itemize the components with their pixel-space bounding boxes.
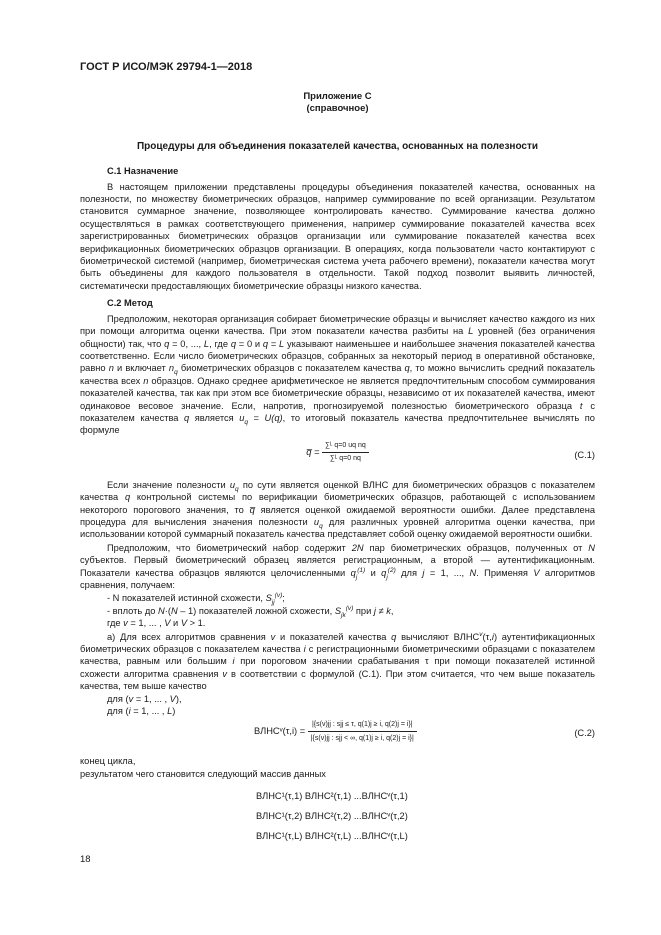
text-segment: 2N <box>351 542 364 553</box>
text-segment: - вплоть до <box>107 605 159 616</box>
section-heading-c2: С.2 Метод <box>107 298 153 309</box>
text-segment: j <box>373 605 376 616</box>
text-segment: v <box>128 693 134 704</box>
text-segment: q <box>164 338 170 349</box>
text-segment: ≠ <box>375 605 387 616</box>
text-segment: V <box>180 618 188 629</box>
text-segment: N <box>170 605 178 616</box>
text-segment: j <box>355 573 358 581</box>
text-segment: является оценкой ожидаемой вероятности ошибки. Далее представлена процедура для вычисления значения полезности <box>80 504 595 527</box>
formula-c1-number: (С.1) <box>574 449 595 460</box>
text-segment: q <box>235 485 239 493</box>
text-segment: (v) <box>345 604 354 612</box>
loop-line <box>107 693 595 705</box>
text-segment: N <box>469 567 477 578</box>
page-title: Процедуры для объединения показателей качества, основанных на полезности <box>136 140 539 152</box>
text-segment: N <box>588 542 595 553</box>
end-loop-text: конец цикла, <box>80 756 136 767</box>
text-segment: а) Для всех алгоритмов сравнения <box>107 631 271 642</box>
text-segment: n <box>108 363 114 374</box>
text-segment: V <box>169 693 176 704</box>
page-number: 18 <box>80 854 91 866</box>
text-segment: ; <box>282 593 285 604</box>
text-segment: = 0 и <box>235 338 263 349</box>
text-segment: с показателем качества <box>80 400 595 423</box>
text-segment: , <box>390 605 394 616</box>
paragraph-c2-a <box>80 631 595 693</box>
formula-c1-lhs: q̅ = <box>306 446 320 457</box>
text-segment: , где <box>209 338 231 349</box>
array-row: ВЛНС¹(τ,1) ВЛНС²(τ,1) ...ВЛНСᵛ(τ,1) <box>256 791 408 802</box>
formula-c2-denominator: |{s(v)jj : sjj < ∞, q(1)j ≥ i, q(2)j = i}| <box>310 735 414 743</box>
formula-c1-numerator: ∑ᴸ q=0 uq nq <box>322 441 369 453</box>
text-segment: q̅ <box>249 504 255 515</box>
text-segment: v <box>222 668 228 679</box>
loop-end <box>80 755 595 780</box>
text-segment: (2) <box>387 566 396 574</box>
loop-line <box>107 705 595 717</box>
text-segment: при пороговом значении срабатывания τ при помощи показателей истинной схожести алгоритма сравнения <box>80 656 595 679</box>
text-segment: k <box>386 605 391 616</box>
text-segment: ·( <box>164 605 171 616</box>
document-code-header: ГОСТ Р ИСО/МЭК 29794-1—2018 <box>80 61 253 73</box>
text-segment: уровней (без ограничения общности) так, что <box>80 326 595 349</box>
array-row: ВЛНС¹(τ,L) ВЛНС²(τ,L) ...ВЛНСᵛ(τ,L) <box>256 831 408 842</box>
formula-c2-lhs: ВЛНСᵛ(τ,i) = <box>254 726 306 737</box>
text-segment: где <box>107 618 124 629</box>
text-segment: и <box>365 567 382 578</box>
text-segment: u <box>229 479 236 490</box>
text-segment: в соответствии с формулой (С.1). При этом считается, что чем выше показатель качества, тем выше качество <box>80 668 595 692</box>
text-segment: является <box>189 412 240 423</box>
text-segment: и <box>170 618 181 629</box>
text-segment: для ( <box>107 693 129 704</box>
text-segment: биометрических образцов с показателем качества <box>177 363 405 374</box>
text-segment: = 1, ... , <box>130 706 168 717</box>
text-segment: v <box>123 618 128 629</box>
appendix-note: (справочное) <box>306 103 369 115</box>
text-segment: = <box>248 412 265 423</box>
text-segment: ) аутентификационных биометрических образцов с показателем качества <box>80 631 595 655</box>
appendix-title: Приложение С <box>303 91 372 102</box>
text-segment: t <box>579 400 583 411</box>
text-segment: L <box>279 338 285 349</box>
paragraph-c2-3 <box>80 542 595 592</box>
text-segment: S <box>334 605 342 616</box>
text-segment: (v) <box>274 592 283 600</box>
text-segment: V <box>164 618 171 629</box>
text-segment: указывают наименьшее и наибольшее значения показателей качества соответственно. Если число биометрических образцов, собранных за некоторый период в оперативной обстановке, равно <box>80 338 595 374</box>
text-segment: q <box>184 412 190 423</box>
formula-c2-number: (С.2) <box>574 728 595 739</box>
array-row: ВЛНС¹(τ,2) ВЛНС²(τ,2) ...ВЛНСᵛ(τ,2) <box>256 811 408 822</box>
text-segment: jj <box>271 599 275 607</box>
text-segment: q <box>230 338 236 349</box>
text-segment: v <box>270 631 276 642</box>
text-segment: - N показателей истинной схожести, <box>107 593 266 604</box>
text-segment: по сути является оценкой ВЛНС для биометрических образцов с показателем качества <box>80 479 595 503</box>
text-segment: , то итоговый показатель качества предпочтительнее вычислять по формуле <box>80 412 595 436</box>
text-segment: для различных уровней алгоритма оценки качества, при использовании которой суммарный показатель качества представляет собой оценку ожидаемой вероятности ошибки. <box>80 516 595 540</box>
text-segment: для ( <box>107 706 129 717</box>
text-segment: = 0, ..., <box>169 338 204 349</box>
text-segment: , то можно вычислить средний показатель качества всех <box>80 363 595 386</box>
text-segment: пар биометрических образцов, полученных от <box>363 542 589 553</box>
formula-c1-denominator: ∑ᴸ q=0 nq <box>329 454 361 462</box>
text-segment: при <box>353 605 374 616</box>
text-segment: ) <box>172 706 176 717</box>
text-segment: q <box>404 363 410 374</box>
text-segment: i <box>128 706 131 717</box>
text-segment: N <box>158 605 165 616</box>
text-segment: i <box>491 631 494 642</box>
text-segment: i <box>232 656 235 667</box>
text-segment: jk <box>341 611 346 619</box>
formula-c2-numerator: |{s(v)jj : sjj ≤ τ, q(1)j ≥ i, q(2)j = i}| <box>308 719 417 732</box>
text-segment: (1) <box>357 566 366 574</box>
text-segment: q <box>124 492 131 503</box>
text-segment: и включает <box>113 363 169 374</box>
paragraph-c1 <box>80 181 595 293</box>
text-segment: q <box>350 567 356 578</box>
text-segment: q <box>174 369 178 377</box>
text-segment: q <box>381 567 387 578</box>
text-segment: n <box>143 375 149 386</box>
text-segment: u <box>313 516 320 527</box>
result-text: результатом чего становится следующий массив данных <box>80 768 326 779</box>
text-segment: q <box>391 631 397 642</box>
text-segment: S <box>265 593 272 604</box>
text-segment: L <box>167 706 173 717</box>
text-segment: образцов. Однако среднее арифметическое не является предпочтительным способом суммирования показателей качества, так как при этом все биометрические образцы, независимо от их показателей качества, имеют одинаковое весовое значение. Если, напротив, прогнозируемой полезностью биометрического образца <box>80 375 595 411</box>
text-segment: U(q) <box>264 412 283 423</box>
text-segment: Предположим, некоторая организация собирает биометрические образцы и вычисляет качество каждого из них при помощи алгоритма оценки качества. При этом показатели качества разбиты на <box>80 313 595 337</box>
text-segment: (τ, <box>482 631 492 642</box>
text-segment: i <box>303 644 306 655</box>
text-segment: = 1, ..., <box>424 567 470 578</box>
text-segment: = <box>268 338 280 349</box>
text-segment: = 1, ... , <box>133 693 170 704</box>
text-segment: q <box>319 522 323 530</box>
text-segment: алгоритмов сравнения, получаем: <box>80 567 596 590</box>
document-page <box>80 60 595 867</box>
result-array <box>80 786 595 846</box>
list-item <box>107 605 595 617</box>
list-item <box>107 592 595 607</box>
text-segment: q <box>244 418 249 426</box>
paragraph-c2-1 <box>80 313 595 437</box>
appendix-heading <box>80 91 595 116</box>
text-segment: j <box>386 573 388 581</box>
text-segment: V <box>533 567 540 578</box>
text-segment: j <box>422 567 425 578</box>
formula-c2 <box>80 719 595 753</box>
text-segment: L <box>468 326 474 337</box>
text-segment: субъектов. Первый биометрический образец является регистрационным, а второй — аутентификационным. Показатели качества образцов являются целочисленными <box>80 555 595 578</box>
text-segment: = 1, ... , <box>127 618 165 629</box>
text-segment: > 1. <box>187 618 206 629</box>
list-item <box>107 617 595 629</box>
text-segment: – 1) показателей ложной схожести, <box>177 605 335 616</box>
text-segment: для <box>395 567 423 578</box>
section-heading-c1: С.1 Назначение <box>107 166 179 177</box>
comparison-list <box>80 592 595 629</box>
paragraph-c2-2 <box>80 479 595 541</box>
text-segment: Если значение полезности <box>107 479 230 490</box>
text-segment: В настоящем приложении представлены процедуры объединения показателей качества, основанных на полезности, по множеству биометрических образцов, например суммирование по всей организации. Результатом становится суммарное значение, позволяющее контролировать качество. Суммирование качества должно осуществляться в рамках соответствующего применения, например суммирование показателей качества всех зарегистрированных биометрических образцов организации или суммирование показателей качества всех верификационных биометрических образцов организации. В операциях, когда пользователи часто контактируют с биометрической системой (например, биометрическая система учета рабочего времени), показатели качества могут быть объединены для каждого пользователя в отдельности. Такой подход позволит выявить личностей, систематически предоставляющих биометрические образцы низкого качества. <box>80 181 595 291</box>
loop-header <box>80 693 595 718</box>
text-segment: u <box>239 412 245 423</box>
text-segment: n <box>168 363 175 374</box>
text-segment: v <box>479 630 483 638</box>
text-segment: контрольной системы по верификации биометрических образцов, работающей с использованием некоторого порогового значения, то <box>80 492 595 515</box>
text-segment: вычисляют ВЛНС <box>396 631 480 642</box>
formula-c1 <box>80 441 595 475</box>
text-segment: L <box>203 338 210 349</box>
text-segment: . Применяя <box>476 567 534 578</box>
text-segment: с регистрационными биометрическими образцами с показателем качества, равным или большим <box>80 644 595 667</box>
text-segment: и показателей качества <box>275 631 392 642</box>
text-segment: Предположим, что биометрический набор содержит <box>107 542 352 553</box>
text-segment: ), <box>175 693 182 704</box>
text-segment: q <box>262 338 269 349</box>
